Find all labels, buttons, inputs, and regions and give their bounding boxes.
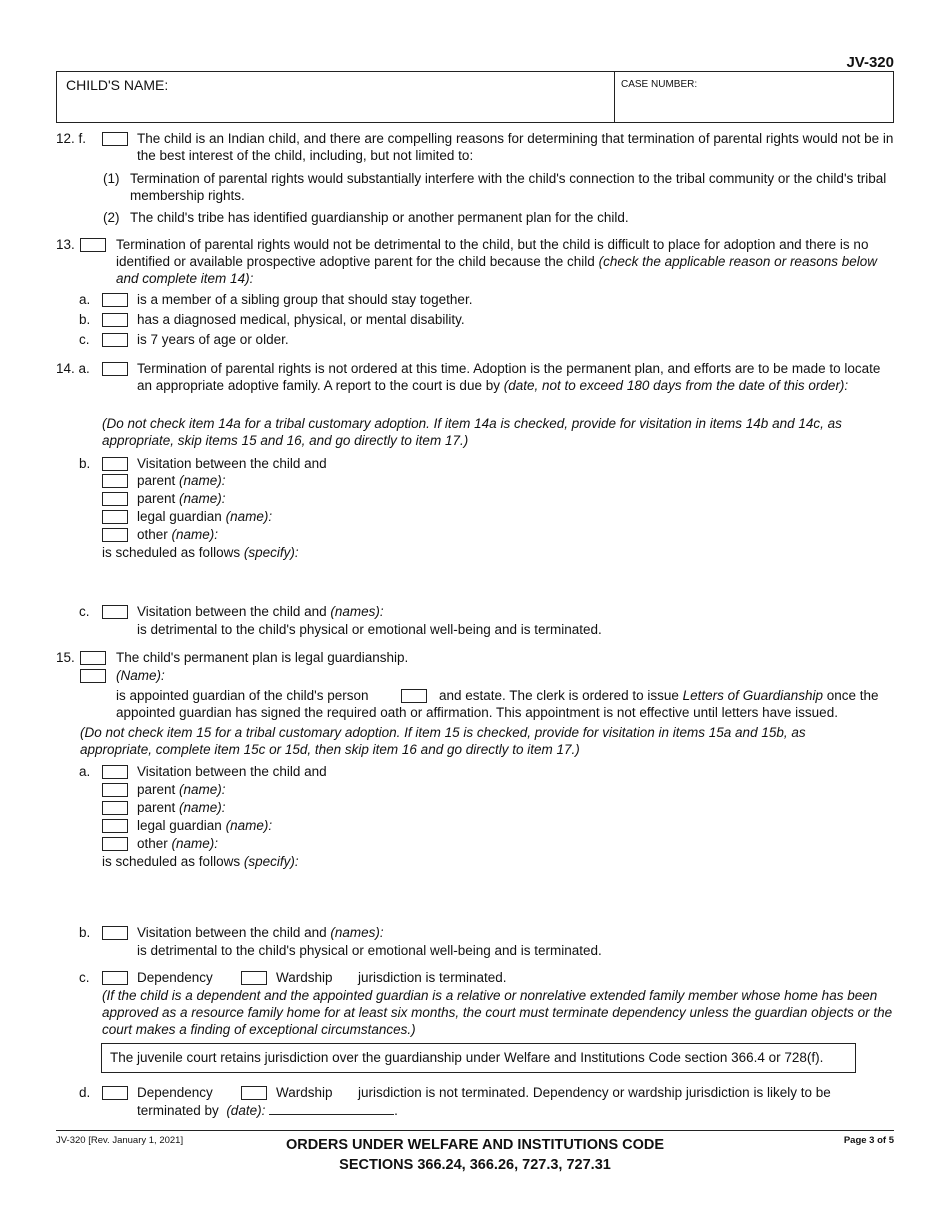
- item-15a-parent2: parent (name):: [137, 800, 226, 815]
- item-15-name: (Name):: [116, 668, 165, 683]
- item-13-number: 13.: [56, 237, 75, 252]
- item-14b-parent1: parent (name):: [137, 473, 226, 488]
- item-13-text-italic: (check the applicable reason or reasons below and complete item 14):: [116, 254, 877, 286]
- item-15b-visitation: Visitation between the child and (names):: [137, 925, 384, 940]
- item-15d-dependency: Dependency: [137, 1085, 213, 1100]
- item-13c-letter: c.: [79, 332, 90, 347]
- item-14b-guardian-checkbox[interactable]: [102, 510, 128, 524]
- footer-divider: [56, 1130, 894, 1131]
- item-13c-checkbox[interactable]: [102, 333, 128, 347]
- item-14-note: [102, 415, 894, 449]
- item-15a-parent2-checkbox[interactable]: [102, 801, 128, 815]
- item-12f-checkbox[interactable]: [102, 132, 128, 146]
- item-13b-letter: b.: [79, 312, 91, 327]
- item-13-text-main: Termination of parental rights would not be detrimental to the child, but the child is difficult to place for adoption and there is no identified or available prospective adoptive parent for the child because the child: [116, 237, 869, 269]
- item-14b-parent1-checkbox[interactable]: [102, 474, 128, 488]
- item-14a-number: 14. a.: [56, 361, 90, 376]
- footer-title: [250, 1135, 700, 1175]
- item-15a-parent1: parent (name):: [137, 782, 226, 797]
- item-15b-checkbox[interactable]: [102, 926, 128, 940]
- item-14a-text-italic: (date, not to exceed 180 days from the date of this order):: [503, 378, 849, 393]
- item-14a-checkbox[interactable]: [102, 362, 128, 376]
- item-15a-guardian-checkbox[interactable]: [102, 819, 128, 833]
- retain-jurisdiction-text: The juvenile court retains jurisdiction over the guardianship under Welfare and Institutions Code section 366.4 or 728(f).: [110, 1050, 824, 1065]
- item-14b-visitation: Visitation between the child and: [137, 456, 327, 471]
- item-15b-detrimental: is detrimental to the child's physical or emotional well-being and is terminated.: [137, 943, 602, 958]
- item-15-number: 15.: [56, 650, 75, 665]
- item-15c-letter: c.: [79, 970, 90, 985]
- item-14b-other: other (name):: [137, 527, 219, 542]
- item-14b-parent2: parent (name):: [137, 491, 226, 506]
- item-15a-other: other (name):: [137, 836, 219, 851]
- child-name-label: CHILD'S NAME:: [66, 77, 169, 93]
- item-15-text: The child's permanent plan is legal guardianship.: [116, 650, 409, 665]
- item-15-estate-checkbox[interactable]: [401, 689, 427, 703]
- item-12f-sub2-number: (2): [103, 210, 120, 225]
- item-14c-visitation: Visitation between the child and (names):: [137, 604, 384, 619]
- item-13c-text: is 7 years of age or older.: [137, 332, 289, 347]
- form-id: JV-320: [846, 54, 894, 71]
- item-15-name-checkbox[interactable]: [80, 669, 106, 683]
- case-number-label: CASE NUMBER:: [621, 79, 698, 90]
- item-14b-other-checkbox[interactable]: [102, 528, 128, 542]
- item-15-note: [80, 724, 880, 758]
- item-14-note-text: (Do not check item 14a for a tribal customary adoption. If item 14a is checked, provide for visitation in items 14b and 14c, as appropriate, skip items 15 and 16, and go directly to item 17.): [102, 416, 842, 448]
- item-13b-text: has a diagnosed medical, physical, or mental disability.: [137, 312, 465, 327]
- item-12f-number: 12. f.: [56, 131, 87, 146]
- item-15d-terminated-by: terminated by (date): .: [137, 1103, 398, 1118]
- item-15d-text: jurisdiction is not terminated. Dependency or wardship jurisdiction is likely to be: [358, 1085, 831, 1100]
- item-14a-text: [137, 360, 894, 394]
- item-15c-note-text: (If the child is a dependent and the appointed guardian is a relative or nonrelative extended family member whose home has been approved as a resource family home for at least six months, the court must terminate dependency unless the guardian objects or the court makes a finding of exceptional circumstances.): [102, 988, 893, 1037]
- item-13a-text: is a member of a sibling group that should stay together.: [137, 292, 473, 307]
- item-14c-checkbox[interactable]: [102, 605, 128, 619]
- item-15a-other-checkbox[interactable]: [102, 837, 128, 851]
- footer-title-line2: SECTIONS 366.24, 366.26, 727.3, 727.31: [339, 1157, 611, 1173]
- item-15b-letter: b.: [79, 925, 91, 940]
- item-15-appointed-4: appointed guardian has signed the required oath or affirmation. This appointment is not effective until letters have issued.: [116, 705, 838, 720]
- item-15a-guardian: legal guardian (name):: [137, 818, 273, 833]
- item-13b-checkbox[interactable]: [102, 313, 128, 327]
- item-15a-parent1-checkbox[interactable]: [102, 783, 128, 797]
- item-14a-text-main: Termination of parental rights is not ordered at this time. Adoption is the permanent plan, and efforts are to be made to locate an appropriate adoptive family. A report to the court is due by: [137, 361, 881, 393]
- item-13-checkbox[interactable]: [80, 238, 106, 252]
- footer-title-line1: ORDERS UNDER WELFARE AND INSTITUTIONS CODE: [285, 1137, 665, 1153]
- item-15a-letter: a.: [79, 764, 91, 779]
- item-15c-terminated: jurisdiction is terminated.: [358, 970, 507, 985]
- item-15-checkbox[interactable]: [80, 651, 106, 665]
- item-14c-letter: c.: [79, 604, 90, 619]
- item-15a-scheduled: is scheduled as follows (specify):: [102, 854, 299, 869]
- item-15-note-text: (Do not check item 15 for a tribal customary adoption. If item 15 is checked, provide for visitation in items 15a and 15b, as appropriate, complete item 15c or 15d, then skip item 16 and go directly to item 17.): [80, 725, 806, 757]
- item-15c-wardship-checkbox[interactable]: [241, 971, 267, 985]
- item-13a-letter: a.: [79, 292, 91, 307]
- item-14c-detrimental: is detrimental to the child's physical or emotional well-being and is terminated.: [137, 622, 602, 637]
- item-15c-note: [102, 987, 894, 1038]
- item-15a-checkbox[interactable]: [102, 765, 128, 779]
- item-14b-letter: b.: [79, 456, 91, 471]
- item-15d-dependency-checkbox[interactable]: [102, 1086, 128, 1100]
- item-15c-wardship: Wardship: [276, 970, 333, 985]
- item-15d-letter: d.: [79, 1085, 91, 1100]
- item-12f-sub1-text: Termination of parental rights would substantially interfere with the child's connection to the tribal community or the child's tribal membership rights.: [130, 171, 887, 203]
- header-divider: [614, 71, 615, 123]
- item-15-appointed-2: and estate. The clerk is ordered to issue Letters of Guardianship once the: [439, 688, 879, 703]
- item-15c-dependency-checkbox[interactable]: [102, 971, 128, 985]
- header-box: [56, 71, 894, 123]
- item-15d-wardship-checkbox[interactable]: [241, 1086, 267, 1100]
- item-15d-wardship: Wardship: [276, 1085, 333, 1100]
- item-13-text: [116, 236, 894, 287]
- item-15c-dependency: Dependency: [137, 970, 213, 985]
- footer-revision: JV-320 [Rev. January 1, 2021]: [56, 1135, 184, 1146]
- item-12f-sub1-number: (1): [103, 171, 120, 186]
- footer-page-number: Page 3 of 5: [843, 1135, 894, 1146]
- item-13a-checkbox[interactable]: [102, 293, 128, 307]
- item-15a-visitation: Visitation between the child and: [137, 764, 327, 779]
- item-14b-guardian: legal guardian (name):: [137, 509, 273, 524]
- item-14b-parent2-checkbox[interactable]: [102, 492, 128, 506]
- item-14b-checkbox[interactable]: [102, 457, 128, 471]
- item-14b-scheduled: is scheduled as follows (specify):: [102, 545, 299, 560]
- item-15d-date-field[interactable]: [269, 1102, 394, 1115]
- item-15-appointed-1: is appointed guardian of the child's person: [116, 688, 369, 703]
- item-12f-sub2-text: The child's tribe has identified guardianship or another permanent plan for the child.: [130, 210, 629, 225]
- item-12f-text: The child is an Indian child, and there are compelling reasons for determining that termination of parental rights would not be in the best interest of the child, including, but not limited to:: [137, 131, 894, 163]
